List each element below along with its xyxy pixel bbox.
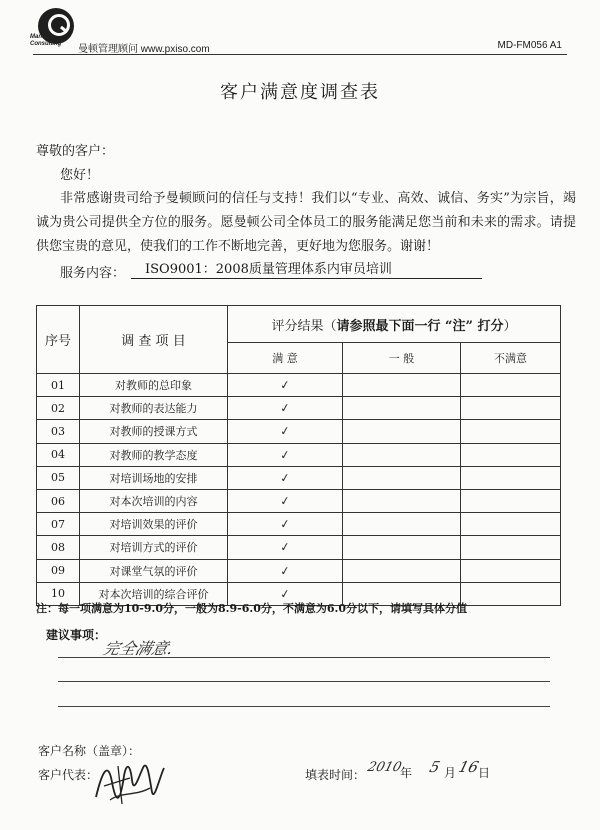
- rating-cell-average[interactable]: [343, 420, 461, 443]
- header-result-prefix: 评分结果（: [271, 318, 337, 334]
- check-mark-icon: ✓: [279, 493, 291, 509]
- rating-cell-unsatisfied[interactable]: [461, 443, 561, 466]
- row-item: 对本次培训的内容: [80, 489, 228, 512]
- row-number: 03: [37, 420, 80, 443]
- rating-cell-unsatisfied[interactable]: [461, 420, 561, 443]
- row-item: 对教师的总印象: [80, 374, 228, 397]
- check-mark-icon: ✓: [279, 423, 291, 440]
- table-row: [37, 513, 561, 536]
- rating-cell-average[interactable]: [343, 489, 461, 512]
- rating-cell-satisfied[interactable]: [228, 489, 343, 512]
- date-label: 填表时间：: [305, 768, 366, 782]
- rating-cell-unsatisfied[interactable]: [461, 559, 561, 582]
- rating-cell-satisfied[interactable]: [228, 536, 343, 559]
- header-divider: [33, 54, 567, 55]
- rating-cell-satisfied[interactable]: [228, 443, 343, 466]
- header-no: 序号: [37, 306, 80, 374]
- check-mark-icon: ✓: [279, 470, 291, 486]
- rating-cell-average[interactable]: [343, 513, 461, 536]
- customer-signature: [90, 752, 170, 812]
- row-item: 对培训方式的评价: [80, 536, 228, 559]
- row-number: 10: [37, 582, 80, 605]
- rating-cell-average[interactable]: [343, 536, 461, 559]
- row-item: 对教师的授课方式: [80, 420, 228, 443]
- survey-table: [36, 305, 561, 606]
- rating-cell-unsatisfied[interactable]: [461, 374, 561, 397]
- row-number: 09: [37, 559, 80, 582]
- rating-cell-average[interactable]: [343, 374, 461, 397]
- date-year[interactable]: 2010: [365, 760, 404, 775]
- hello-text: 您好！: [60, 168, 100, 183]
- row-number: 01: [37, 374, 80, 397]
- rating-cell-satisfied[interactable]: [228, 466, 343, 489]
- suggestion-line: [58, 657, 550, 658]
- date-day-unit: 日: [478, 766, 491, 780]
- date-month[interactable]: 5: [427, 758, 442, 776]
- check-mark-icon: ✓: [279, 562, 291, 579]
- table-row: [37, 466, 561, 489]
- rating-cell-unsatisfied[interactable]: [461, 582, 561, 605]
- rating-cell-satisfied[interactable]: [228, 559, 343, 582]
- header-result-suffix: ）: [503, 318, 517, 334]
- intro-paragraph: 非常感谢贵司给予曼顿顾问的信任与支持！我们以“专业、高效、诚信、务实”为宗旨，竭诚为贵公司提供全方位的服务。愿曼顿公司全体员工的服务能满足您当前和未来的需求。请提供您宝贵的意见，使我们的工作不断地完善，更好地为您服务。谢谢！: [36, 191, 576, 254]
- row-item: 对培训场地的安排: [80, 466, 228, 489]
- row-number: 02: [37, 397, 80, 420]
- rating-cell-unsatisfied[interactable]: [461, 397, 561, 420]
- suggestion-value[interactable]: 完全满意.: [101, 639, 176, 658]
- header-result-bold: 请参照最下面一行 “注” 打分: [336, 318, 504, 334]
- row-item: 对本次培训的综合评价: [80, 582, 228, 605]
- rating-cell-average[interactable]: [343, 443, 461, 466]
- header-item: 调 查 项 目: [80, 306, 228, 374]
- row-number: 06: [37, 489, 80, 512]
- service-value: ISO9001：2008质量管理体系内审员培训: [131, 261, 482, 279]
- check-mark-icon: ✓: [279, 400, 291, 416]
- rating-cell-average[interactable]: [343, 466, 461, 489]
- date-year-unit: 年: [400, 766, 413, 780]
- rating-cell-unsatisfied[interactable]: [461, 513, 561, 536]
- table-row: [37, 559, 561, 582]
- form-code: MD-FM056 A1: [497, 40, 562, 51]
- scoring-note: 注：每一项满意为10-9.0分，一般为8.9-6.0分，不满意为6.0分以下，请填写具体分值: [36, 602, 467, 615]
- rating-cell-unsatisfied[interactable]: [461, 466, 561, 489]
- check-mark-icon: ✓: [279, 586, 291, 602]
- check-mark-icon: ✓: [279, 447, 291, 463]
- row-number: 08: [37, 536, 80, 559]
- row-item: 对课堂气氛的评价: [80, 559, 228, 582]
- row-item: 对教师的教学态度: [80, 443, 228, 466]
- table-row: [37, 420, 561, 443]
- header-unsatisfied: 不满意: [461, 343, 561, 374]
- rating-cell-satisfied[interactable]: [228, 420, 343, 443]
- suggestion-line: [58, 706, 550, 707]
- rating-cell-unsatisfied[interactable]: [461, 489, 561, 512]
- check-mark-icon: ✓: [279, 516, 291, 532]
- row-number: 05: [37, 466, 80, 489]
- rating-cell-average[interactable]: [343, 559, 461, 582]
- rating-cell-satisfied[interactable]: [228, 397, 343, 420]
- check-mark-icon: ✓: [279, 377, 291, 393]
- suggestion-label: 建议事项：: [46, 628, 107, 642]
- rating-cell-unsatisfied[interactable]: [461, 536, 561, 559]
- header-satisfied: 满 意: [228, 343, 343, 374]
- page-title: 客户满意度调查表: [220, 82, 380, 103]
- row-item: 对教师的表达能力: [80, 397, 228, 420]
- rating-cell-average[interactable]: [343, 397, 461, 420]
- table-row: [37, 489, 561, 512]
- greeting: 尊敬的客户：: [36, 144, 115, 159]
- suggestion-line: [58, 681, 550, 682]
- table-row: [37, 397, 561, 420]
- logo-mark: [48, 14, 70, 36]
- logo-text: Mandoo Consulting: [30, 34, 62, 47]
- table-row: [37, 536, 561, 559]
- header-result: [228, 306, 561, 343]
- rating-cell-satisfied[interactable]: [228, 513, 343, 536]
- customer-rep-label: 客户代表：: [38, 768, 99, 782]
- header-average: 一 般: [343, 343, 461, 374]
- table-row: [37, 443, 561, 466]
- date-month-unit: 月: [444, 766, 457, 780]
- check-mark-icon: ✓: [279, 539, 291, 556]
- company-site: 曼顿管理顾问 www.pxiso.com: [78, 44, 210, 55]
- row-item: 对培训效果的评价: [80, 513, 228, 536]
- service-label: 服务内容：: [60, 266, 126, 281]
- row-number: 07: [37, 513, 80, 536]
- rating-cell-satisfied[interactable]: [228, 374, 343, 397]
- date-day[interactable]: 16: [456, 758, 481, 776]
- row-number: 04: [37, 443, 80, 466]
- customer-name-label: 客户名称（盖章）：: [38, 744, 141, 758]
- table-row: [37, 374, 561, 397]
